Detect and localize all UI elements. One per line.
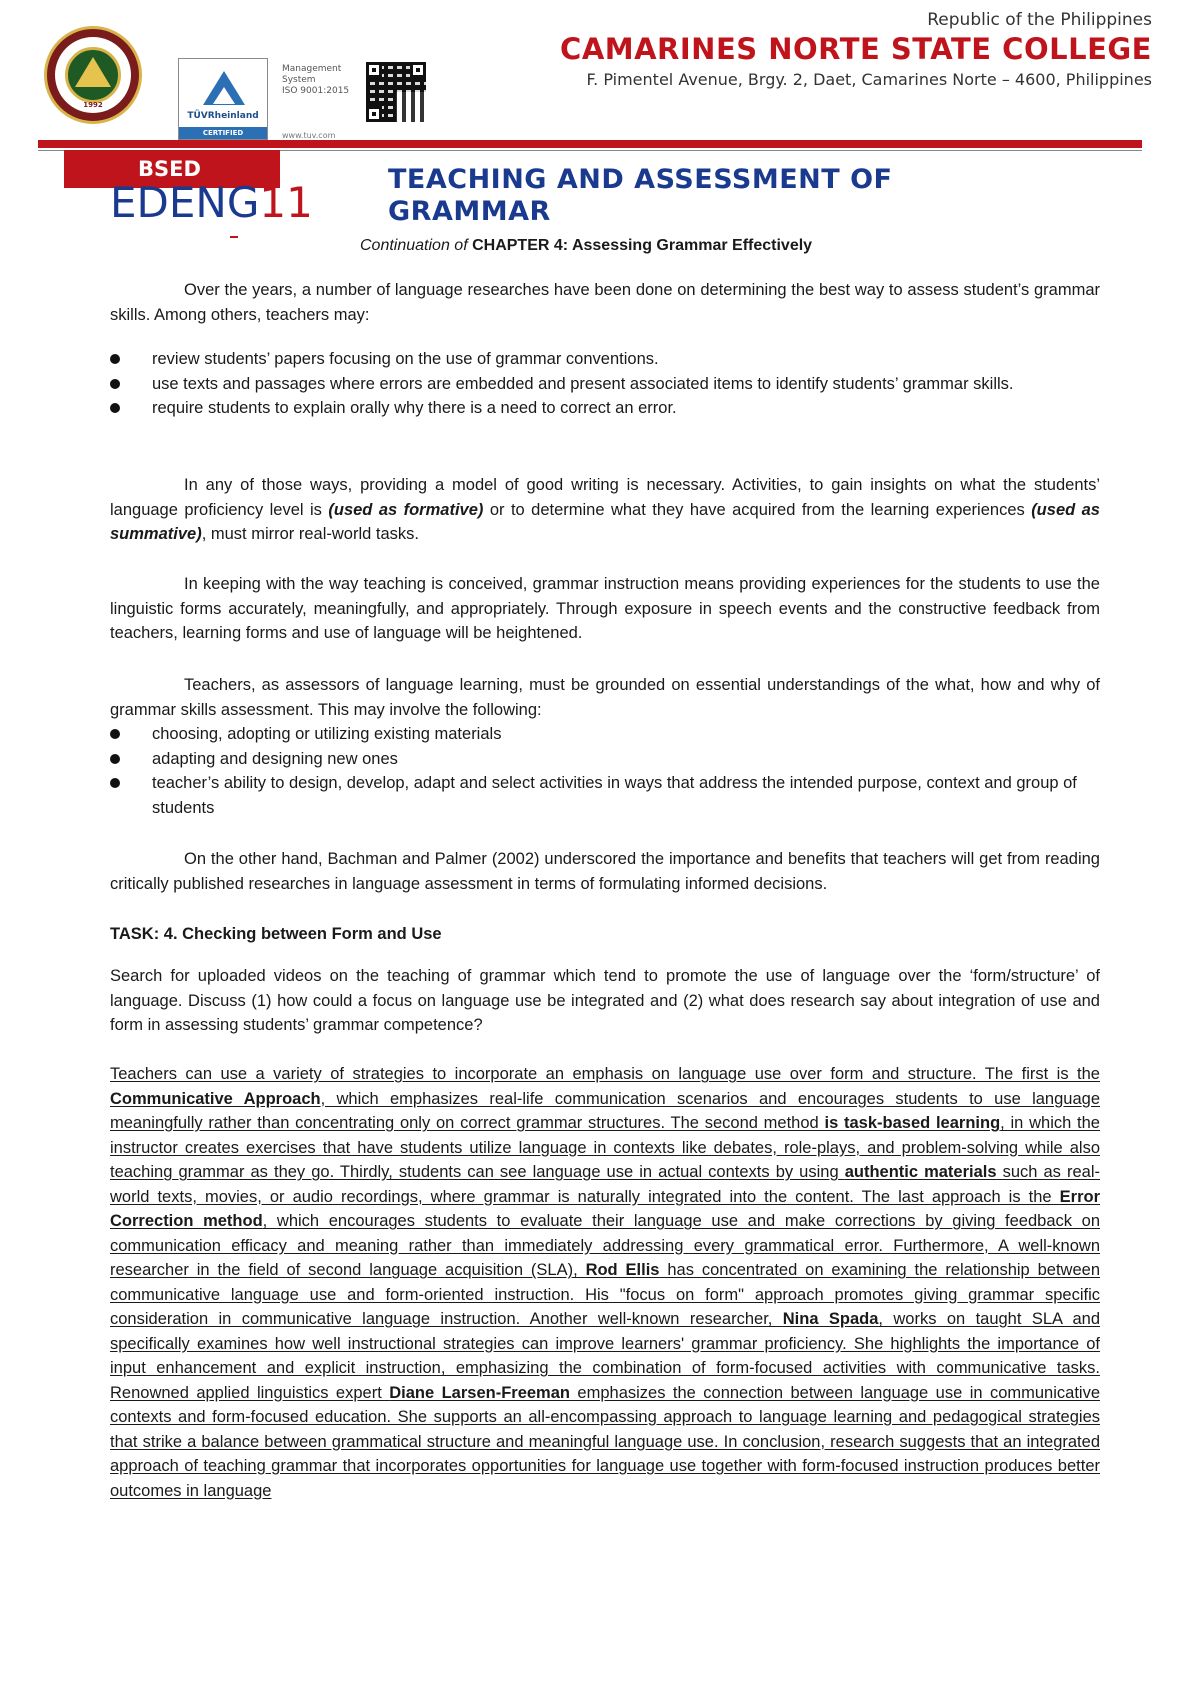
answer-term-diane-larsen-freeman: Diane Larsen-Freeman [389, 1383, 570, 1402]
answer-term-nina-spada: Nina Spada [782, 1310, 879, 1328]
republic-label: Republic of the Philippines [927, 10, 1152, 30]
qr-code-icon [366, 62, 426, 122]
college-address: F. Pimentel Avenue, Brgy. 2, Daet, Camarines Norte – 4600, Philippines [586, 70, 1152, 89]
para2-summative: (used as summative) [110, 500, 1100, 544]
paragraph-assessors: Teachers, as assessors of language learning, must be grounded on essential understandings of the what, how and why of grammar skills assessment. This may involve the following: [110, 676, 1100, 719]
mgmt-line-3: ISO 9001:2015 [282, 86, 350, 96]
paragraph-intro: Over the years, a number of language researches have been done on determining the best way to assess student’s grammar skills. Among others, teachers may: [110, 281, 1100, 324]
seal-emblem-icon [75, 57, 111, 87]
tuv-url: www.tuv.com [282, 131, 336, 140]
para2-text-e: , must mirror real-world tasks. [201, 525, 419, 544]
course-code-letters: EDENG [110, 178, 260, 227]
course-code-number: 11 [259, 178, 313, 227]
course-code-underline [230, 236, 238, 238]
assessment-methods-list [110, 347, 1100, 421]
chapter-subtitle [360, 234, 812, 259]
tuv-certification-logo [178, 58, 268, 140]
answer-text: , in which the instructor creates exercises that have students utilize language in contexts like debates, role-plays, and problem-solving while also teaching grammar as they go. Thirdly, students can see language use in actual contexts by using [110, 1114, 1100, 1181]
list-item: require students to explain orally why there is a need to correct an error. [110, 396, 1100, 421]
answer-term-communicative-approach: Communicative Approach [110, 1089, 321, 1108]
paragraph-bachman-palmer: On the other hand, Bachman and Palmer (2002) underscored the importance and benefits that teachers will get from reading critically published researches in language assessment in terms of formulating informed decisions. [110, 850, 1100, 893]
task-title: TASK: 4. Checking between Form and Use [110, 925, 442, 943]
list-item: choosing, adopting or utilizing existing materials [110, 722, 1100, 747]
answer-text: Teachers can use a variety of strategies to incorporate an emphasis on language use over form and structure. The first is the [110, 1065, 1100, 1083]
list-item: adapting and designing new ones [110, 747, 1100, 772]
involvement-list [110, 722, 1100, 820]
course-code [110, 178, 313, 227]
list-item: review students’ papers focusing on the use of grammar conventions. [110, 347, 1100, 372]
paragraph-grammar-instruction: In keeping with the way teaching is conceived, grammar instruction means providing experiences for the students to use the linguistic forms accurately, meaningfully, and appropriately. Through exposure in speech events and the constructive feedback from teachers, learning forms and use of language will be heightened. [110, 575, 1100, 643]
seal-year: 1992 [83, 101, 103, 109]
answer-text: such as real-world texts, movies, or audio recordings, where grammar is naturally integrated into the content. The last approach is the [110, 1163, 1100, 1206]
mgmt-line-1: Management [282, 64, 342, 74]
document-title: TEACHING AND ASSESSMENT OF GRAMMAR [388, 164, 893, 227]
list-item: teacher’s ability to design, develop, adapt and select activities in ways that address the intended purpose, context and group of students [110, 771, 1100, 820]
answer-term-task-based-learning: is task-based learning [824, 1114, 1001, 1132]
program-badge: BSED [64, 150, 280, 188]
subtitle-prefix: Continuation of [360, 237, 473, 254]
task-answer [110, 1062, 1100, 1536]
college-seal [44, 26, 142, 124]
para2-text-a: In any of those ways, providing a model of good writing is necessary. Activities, to gain insights on what the students’ language proficiency level is [110, 476, 1100, 519]
tuv-certified-label: CERTIFIED [179, 127, 267, 139]
answer-text: , which encourages students to evaluate their language use and make corrections by giving feedback on communication efficacy and meaning rather than immediately addressing every grammatical error. Furthermore, A well-known researcher in the field of second language acquisition (SLA), [110, 1212, 1100, 1279]
answer-term-rod-ellis: Rod Ellis [585, 1261, 660, 1279]
task-prompt: Search for uploaded videos on the teaching of grammar which tend to promote the use of language over the ‘form/structure’ of language. Discuss (1) how could a focus on language use be integrated and (2) what does research say about integration of use and form in assessing students’ grammar competence? [110, 967, 1100, 1035]
answer-term-error-correction: Error Correction method [110, 1187, 1100, 1230]
para2-formative: (used as formative) [328, 500, 484, 519]
answer-text: emphasizes the connection between language use in communicative contexts and form-focused education. She supports an all-encompassing approach to language learning and pedagogical strategies that strike a balance between grammatical structure and meaningful language use. In conclusion, research suggests that an integrated approach of teaching grammar that incorporates opportunities for language use together with form-focused instruction produces better outcomes in language [110, 1383, 1100, 1500]
tuv-name: TÜVRheinland [187, 111, 259, 121]
college-name: CAMARINES NORTE STATE COLLEGE [560, 32, 1152, 66]
answer-text: , which emphasizes real-life communication scenarios and encourages students to use language meaningfully rather than concentrating only on correct grammar structures. The second method [110, 1089, 1100, 1132]
mgmt-line-2: System [282, 75, 316, 85]
answer-text: , works on taught SLA and specifically examines how well instructional strategies can improve learners' grammar proficiency. She highlights the importance of input enhancement and explicit instruction, emphasizing the combination of form-focused activities with communicative tasks. Renowned applied linguistics expert [110, 1310, 1100, 1402]
iso-management-label [282, 64, 350, 140]
para2-text-c: or to determine what they have acquired from the learning experiences [483, 500, 1032, 519]
answer-term-authentic-materials: authentic materials [844, 1163, 997, 1181]
subtitle-chapter: CHAPTER 4: Assessing Grammar Effectively [472, 237, 813, 254]
paragraph-model-writing [110, 473, 1100, 547]
header-red-divider [38, 140, 1142, 148]
answer-text: has concentrated on examining the relationship between communicative language use and form-oriented instruction. His "focus on form" approach promotes giving grammar specific consideration in communicative language instruction. Another well-known researcher, [110, 1261, 1100, 1328]
list-item: use texts and passages where errors are embedded and present associated items to identify students’ grammar skills. [110, 372, 1100, 397]
